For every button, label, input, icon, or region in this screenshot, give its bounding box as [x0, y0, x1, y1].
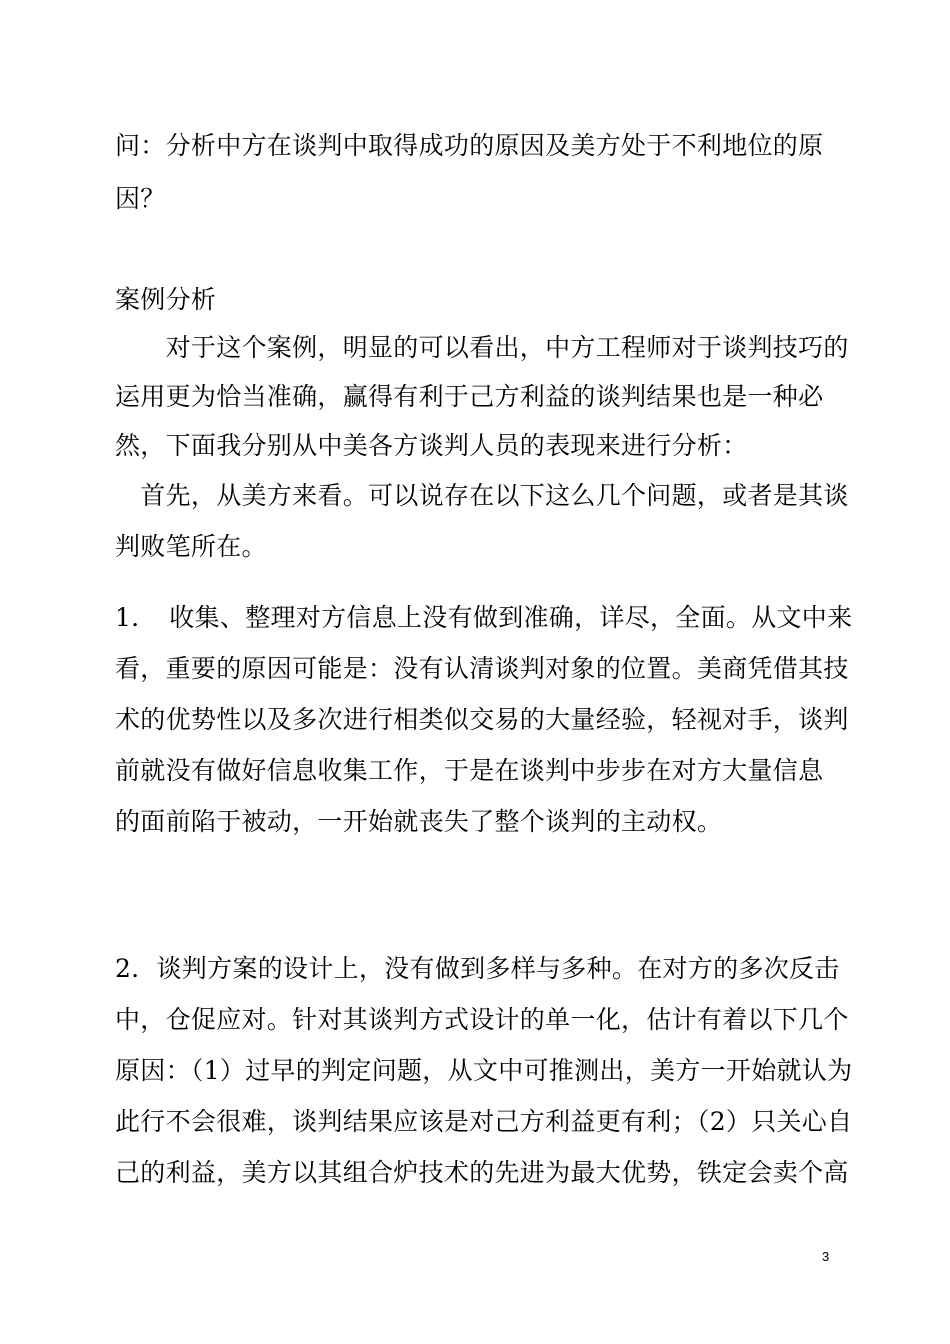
point2-line-5: 己的利益，美方以其组合炉技术的先进为最大优势，铁定会卖个高 [115, 1158, 849, 1187]
point1-line-4: 前就没有做好信息收集工作，于是在谈判中步步在对方大量信息 [115, 756, 824, 785]
point2-line-4: 此行不会很难，谈判结果应该是对己方利益更有利；（2）只关心自 [115, 1107, 853, 1136]
point1-line-1: 1． 收集、整理对方信息上没有做到准确，详尽，全面。从文中来 [115, 603, 853, 632]
page-number: 3 [822, 1249, 830, 1264]
intro-line-3: 然，下面我分别从中美各方谈判人员的表现来进行分析： [115, 431, 748, 460]
point1-line-5: 的面前陷于被动，一开始就丧失了整个谈判的主动权。 [115, 807, 723, 836]
point2-line-3: 原因：（1）过早的判定问题，从文中可推测出，美方一开始就认为 [115, 1056, 853, 1085]
first-paragraph-line-2: 判败笔所在。 [115, 532, 267, 561]
intro-line-1: 对于这个案例，明显的可以看出，中方工程师对于谈判技巧的 [115, 333, 849, 362]
first-paragraph-line-1: 首先，从美方来看。可以说存在以下这么几个问题，或者是其谈 [115, 481, 849, 510]
question-line-1: 问：分析中方在谈判中取得成功的原因及美方处于不利地位的原 [115, 131, 824, 160]
point1-line-3: 术的优势性以及多次进行相类似交易的大量经验，轻视对手，谈判 [115, 705, 849, 734]
point2-line-1: 2．谈判方案的设计上，没有做到多样与多种。在对方的多次反击 [115, 954, 840, 983]
intro-line-2: 运用更为恰当准确，赢得有利于己方利益的谈判结果也是一种必 [115, 382, 824, 411]
point1-line-2: 看，重要的原因可能是：没有认清谈判对象的位置。美商凭借其技 [115, 654, 849, 683]
point2-line-2: 中，仓促应对。针对其谈判方式设计的单一化，估计有着以下几个 [115, 1005, 849, 1034]
question-line-2: 因？ [115, 184, 166, 213]
section-title: 案例分析 [115, 285, 217, 314]
